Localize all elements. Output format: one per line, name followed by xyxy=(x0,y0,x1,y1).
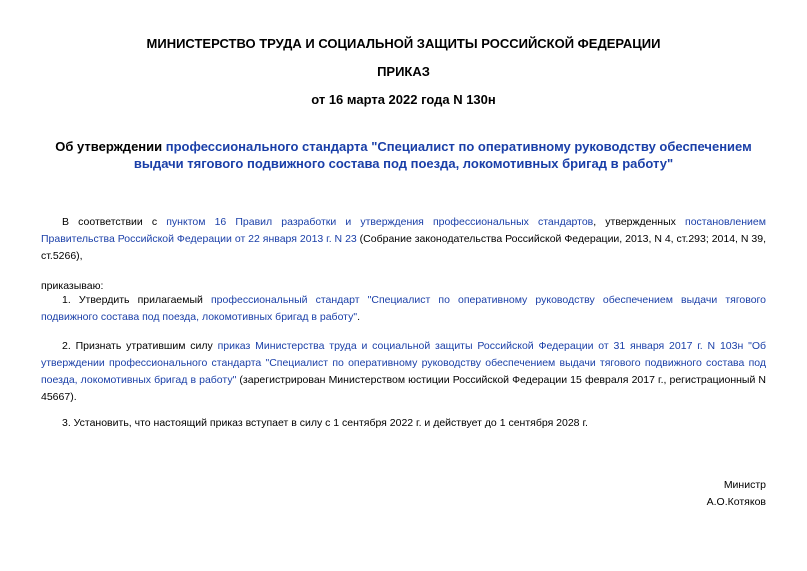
signature-title: Министр xyxy=(723,479,766,491)
signature-name: А.О.Котяков xyxy=(706,496,766,508)
clause-1-text-1: 1. Утвердить прилагаемый xyxy=(62,294,211,306)
rules-point-16-link[interactable]: пунктом 16 Правил разработки и утверждения профессиональных стандартов xyxy=(166,216,594,228)
order-word: приказываю: xyxy=(41,280,104,292)
clause-2 xyxy=(41,338,766,406)
preamble-text-2: , утвержденных xyxy=(593,216,686,228)
professional-standard-link[interactable]: профессиональный стандарт "Специалист по оперативному руководству обеспечением выдачи тягового подвижного состава под поезда, локомотивных бригад в работу" xyxy=(41,294,766,323)
clause-2-text-2: (зарегистрирован Министерством юстиции Российской Федерации 15 февраля 2017 г., регистрационный N 45667). xyxy=(41,374,766,403)
document-date-number: от 16 марта 2022 года N 130н xyxy=(311,92,496,107)
ministry-heading: МИНИСТЕРСТВО ТРУДА И СОЦИАЛЬНОЙ ЗАЩИТЫ РОССИЙСКОЙ ФЕДЕРАЦИИ xyxy=(146,36,661,51)
government-decree-link[interactable]: постановлением Правительства Российской Федерации от 22 января 2013 г. N 23 xyxy=(41,216,766,245)
clause-1 xyxy=(41,292,766,326)
preamble-text-3: (Собрание законодательства Российской Федерации, 2013, N 4, ст.293; 2014, N 39, ст.5266), xyxy=(41,233,766,262)
preamble-text-1: В соответствии с xyxy=(62,216,167,228)
clause-3: 3. Установить, что настоящий приказ вступает в силу с 1 сентября 2022 г. и действует до 1 сентября 2028 г. xyxy=(62,417,588,429)
subject-standard-link[interactable]: профессионального стандарта "Специалист по оперативному руководству обеспечением выдачи тягового подвижного состава под поезда, локомотивных бригад в работу" xyxy=(133,139,752,171)
clause-1-text-2: . xyxy=(357,311,360,323)
previous-order-link[interactable]: приказ Министерства труда и социальной защиты Российской Федерации от 31 января 2017 г. N 103н "Об утверждении профессионального стандарта "Специалист по оперативному руководству обеспечением выдачи тягового подвижного состава под поезда, локомотивных бригад в работу" xyxy=(41,340,766,386)
preamble-paragraph xyxy=(41,214,766,265)
clause-2-text-1: 2. Признать утратившим силу xyxy=(62,340,218,352)
document-subject xyxy=(40,138,767,172)
subject-prefix: Об утверждении xyxy=(55,139,166,154)
document-type: ПРИКАЗ xyxy=(377,64,430,79)
